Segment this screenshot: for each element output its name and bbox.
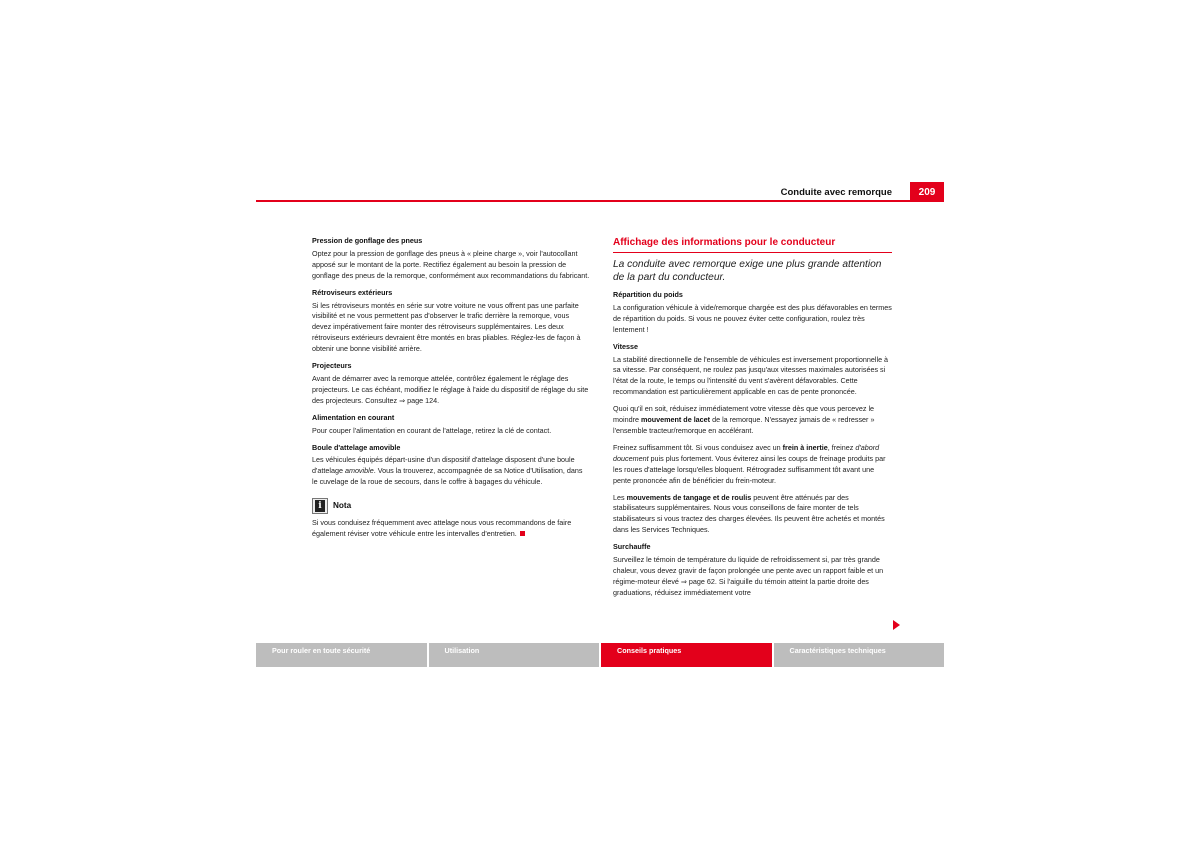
section-rule [613, 252, 892, 253]
heading-speed: Vitesse [613, 341, 639, 351]
text-weight-distribution: La configuration véhicule à vide/remorque chargée est des plus défavorables en termes de répartition du poids. Si vous ne pouvez éviter cette configuration, roulez très lentement ! [613, 302, 892, 334]
text-power-supply: Pour couper l'alimentation en courant de l'attelage, retirez la clé de contact. [312, 425, 552, 435]
text-speed-4: Les mouvements de tangage et de roulis peuvent être atténués par des stabilisateurs supplémentaires. Nous vous conseillons de faire monter de tels stabilisateurs si vous tractez des charges élevées. Ils peuvent être achetés et montés dans les Services Techniques. [613, 492, 885, 535]
chapter-tabs [256, 643, 944, 667]
heading-overheating: Surchauffe [613, 542, 651, 552]
text-headlights: Avant de démarrer avec la remorque attelée, contrôlez également le réglage des projecteurs. Le cas échéant, modifiez le réglage à l'aide du dispositif de réglage du site des projecteurs. Consultez ⇒ page 124. [312, 373, 589, 405]
heading-power-supply: Alimentation en courant [312, 412, 395, 422]
heading-mirrors: Rétroviseurs extérieurs [312, 287, 393, 297]
right-column [613, 236, 892, 605]
tab-practical-tips[interactable]: Conseils pratiques [601, 643, 772, 667]
heading-weight-distribution: Répartition du poids [613, 290, 683, 299]
text-speed-3: Freinez suffisamment tôt. Si vous conduisez avec un frein à inertie, freinez d'abord doucement puis plus fortement. Vous éviterez ainsi les coups de freinage produits par les roues d'attelage lorsqu'elles bloquent. Rétrogradez suffisamment tôt avant une pente prononcée afin de bénéficier du frein-moteur. [613, 442, 886, 485]
text-mirrors: Si les rétroviseurs montés en série sur votre voiture ne vous offrent pas une parfaite visibilité et ne vous permettent pas d'observer le trafic derrière la remorque, vous devez impérativement faire monter des rétroviseurs supplémentaires. Les deux rétroviseurs extérieurs devraient être montés en bras pliables. Réglez-les de façon à obtenir une bonne visibilité arrière. [312, 300, 581, 354]
nota-header [312, 498, 590, 514]
tab-safety[interactable]: Pour rouler en toute sécurité [256, 643, 427, 667]
heading-tow-ball: Boule d'attelage amovible [312, 442, 401, 452]
page-number-box [910, 182, 944, 202]
end-marker-icon [520, 531, 525, 536]
header-rule [256, 200, 944, 202]
text-speed-2: Quoi qu'il en soit, réduisez immédiatement votre vitesse dès que vous percevez le moindre mouvement de lacet de la remorque. N'essayez jamais de « redresser » l'ensemble tracteur/remorque en accélérant. [613, 404, 875, 435]
page-number: 209 [918, 187, 936, 198]
running-header-title: Conduite avec remorque [780, 187, 892, 198]
heading-tire-pressure: Pression de gonflage des pneus [312, 236, 423, 245]
text-tire-pressure: Optez pour la pression de gonflage des pneus à « pleine charge », voir l'autocollant apposé sur le montant de la porte. Rectifiez également au besoin la pression de gonflage des pneus de la remorque, conformément aux recommandations du fabricant. [312, 248, 590, 280]
heading-headlights: Projecteurs [312, 361, 352, 371]
text-tow-ball: Les véhicules équipés départ-usine d'un dispositif d'attelage disposent d'une boule d'attelage amovible. Vous la trouverez, accompagnée de sa Notice d'Utilisation, dans le cuvelage de la roue de secours, dans le coffre à bagages du véhicule. [312, 455, 583, 487]
text-overheating: Surveillez le témoin de température du liquide de refroidissement si, par très grande chaleur, vous devez gravir de façon prolongée une pente avec un rapport faible et un régime-moteur élevé ⇒ page 62. Si l'aiguille du témoin atteint la partie droite des graduations, réduisez immédiatement votre [613, 555, 884, 597]
section-title: Affichage des informations pour le conducteur [613, 237, 836, 248]
tab-operation[interactable]: Utilisation [429, 643, 600, 667]
left-column [312, 236, 590, 546]
section-intro: La conduite avec remorque exige une plus grande attention de la part du conducteur. [613, 259, 882, 283]
nota-text: Si vous conduisez fréquemment avec attelage nous vous recommandons de faire également réviser votre véhicule entre les intervalles d'entretien. [312, 518, 572, 539]
tab-technical-data[interactable]: Caractéristiques techniques [774, 643, 945, 667]
info-icon: i [312, 498, 328, 514]
continue-arrow-icon[interactable] [893, 620, 900, 630]
nota-label: Nota [333, 500, 352, 510]
text-speed-1: La stabilité directionnelle de l'ensemble de véhicules est inversement proportionnelle à sa vitesse. Par conséquent, ne roulez pas jusqu'aux vitesses maximales autorisées si l'état de la route, le temps ou l'intensité du vent s'avèrent défavorables. Cette recommandation est particulièrement applicable en cas de pente prononcée. [613, 354, 889, 397]
